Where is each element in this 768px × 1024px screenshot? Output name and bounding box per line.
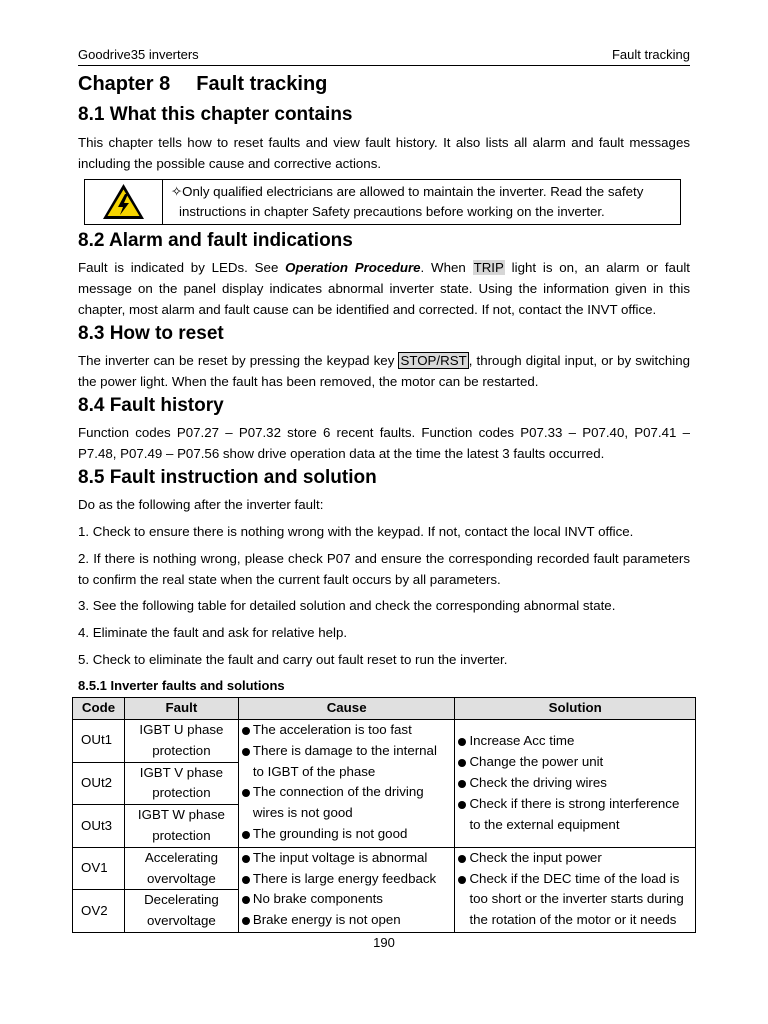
text-segment: light is on, an alarm or fault message on the panel display indicates abnormal inverter state. Using the information given in this chapter, most alarm and fault cause can be identified and corrected. If not, contact the INVT office. xyxy=(78,260,690,317)
section-heading-8-4: 8.4 Fault history xyxy=(78,395,224,416)
fault-name-line: overvoltage xyxy=(147,913,216,929)
section-intro-8-5: Do as the following after the inverter fault: xyxy=(78,497,324,512)
chapter-number: Chapter 8 xyxy=(78,73,171,95)
column-header-code: Code xyxy=(73,698,125,720)
section-body-8-4: Function codes P07.27 – P07.32 store 6 recent faults. Function codes P07.33 – P07.40, P07.41 – P7.48, P07.49 – P07.56 show drive operation data at the time the latest 3 faults occurred. xyxy=(78,425,690,461)
fault-table xyxy=(72,697,696,933)
chapter-title xyxy=(78,73,327,96)
cause-item: The grounding is not good xyxy=(241,824,453,845)
fault-name-line: protection xyxy=(152,827,211,843)
fault-name xyxy=(124,890,238,933)
table-row xyxy=(73,720,696,763)
header-rule xyxy=(78,65,690,66)
text-segment: . When xyxy=(420,260,473,275)
section-heading-8-3: 8.3 How to reset xyxy=(78,323,224,344)
cause-item: The connection of the driving xyxy=(241,782,453,803)
cause-item-continuation: wires is not good xyxy=(252,805,353,821)
fault-code: OV2 xyxy=(73,890,125,933)
cause-item-continuation: to IGBT of the phase xyxy=(252,763,376,779)
warning-line-1: ✧Only qualified electricians are allowed to maintain the inverter. Read the safety xyxy=(171,184,644,199)
solution-item: Change the power unit xyxy=(457,752,693,773)
safety-warning-box xyxy=(84,179,681,225)
fault-name-line: IGBT U phase xyxy=(139,722,224,737)
table-row xyxy=(73,847,696,890)
cause-item: There is damage to the internal xyxy=(241,741,453,762)
warning-icon-cell xyxy=(85,180,163,224)
cause-cell xyxy=(238,847,455,932)
text-segment: Fault is indicated by LEDs. See xyxy=(78,260,286,275)
step-item: 1. Check to ensure there is nothing wrong with the keypad. If not, contact the local INVT office. xyxy=(78,524,634,539)
warning-text xyxy=(171,182,676,222)
text-segment: , through digital input, or by switching the power light. When the fault has been removed, the motor can be restarted. xyxy=(78,353,690,389)
fault-name-line: protection xyxy=(152,742,211,758)
trip-key-label: TRIP xyxy=(473,260,504,275)
column-header-cause: Cause xyxy=(238,698,455,720)
section-heading-8-2: 8.2 Alarm and fault indications xyxy=(78,230,353,251)
fault-name-line: Accelerating xyxy=(144,849,218,865)
section-heading-8-1: 8.1 What this chapter contains xyxy=(78,104,353,125)
step-item: 2. If there is nothing wrong, please check P07 and ensure the corresponding recorded fault parameters to confirm the real state when the current fault occurs by all parameters. xyxy=(78,551,690,587)
step-item: 4. Eliminate the fault and ask for relative help. xyxy=(78,625,348,640)
fault-name xyxy=(124,762,238,805)
running-header-left: Goodrive35 inverters xyxy=(78,47,199,62)
column-header-fault: Fault xyxy=(124,698,238,720)
step-item: 3. See the following table for detailed solution and check the corresponding abnormal state. xyxy=(78,598,616,613)
cause-item: Brake energy is not open xyxy=(241,910,453,931)
fault-name-line: Decelerating xyxy=(144,892,219,908)
section-heading-8-5: 8.5 Fault instruction and solution xyxy=(78,467,377,488)
fault-name-line: IGBT W phase xyxy=(137,807,225,823)
fault-name xyxy=(124,805,238,848)
cause-item: There is large energy feedback xyxy=(241,869,453,890)
solution-item: Check the input power xyxy=(457,848,693,869)
text-segment: The inverter can be reset by pressing the keypad key xyxy=(78,353,399,368)
fault-name xyxy=(124,720,238,763)
fault-name xyxy=(124,847,238,890)
fault-code: OUt2 xyxy=(73,762,125,805)
solution-cell xyxy=(455,720,696,848)
subsection-heading-8-5-1: 8.5.1 Inverter faults and solutions xyxy=(78,678,285,693)
column-header-solution: Solution xyxy=(455,698,696,720)
fault-code: OUt3 xyxy=(73,805,125,848)
fault-name-line: protection xyxy=(152,785,211,801)
fault-code: OUt1 xyxy=(73,720,125,763)
solution-item: Check if the DEC time of the load is xyxy=(457,869,693,890)
solution-item-continuation: too short or the inverter starts during xyxy=(469,891,684,907)
section-body-8-2 xyxy=(78,257,690,320)
section-body-8-1: This chapter tells how to reset faults and view fault history. It also lists all alarm and fault messages including the possible cause and corrective actions. xyxy=(78,135,690,171)
stop-rst-key-label: STOP/RST xyxy=(400,353,467,368)
solution-cell xyxy=(455,847,696,932)
warning-line-2: instructions in chapter Safety precautions before working on the inverter. xyxy=(179,204,605,219)
fault-name-line: IGBT V phase xyxy=(139,764,224,780)
solution-item: Increase Acc time xyxy=(457,731,693,752)
page-number: 190 xyxy=(373,935,395,950)
cause-item: The acceleration is too fast xyxy=(241,720,453,741)
table-header-row xyxy=(73,698,696,720)
section-body-8-3 xyxy=(78,350,690,392)
fault-name-line: overvoltage xyxy=(147,870,216,886)
electrical-hazard-icon xyxy=(85,180,162,224)
solution-item-continuation: to the external equipment xyxy=(469,816,620,832)
step-item: 5. Check to eliminate the fault and carry out fault reset to run the inverter. xyxy=(78,652,508,667)
cause-item: No brake components xyxy=(241,889,453,910)
cause-cell xyxy=(238,720,455,848)
solution-item-continuation: the rotation of the motor or it needs xyxy=(469,912,677,928)
chapter-name: Fault tracking xyxy=(196,73,328,95)
fault-code: OV1 xyxy=(73,847,125,890)
solution-item: Check if there is strong interference xyxy=(457,794,693,815)
operation-procedure-reference: Operation Procedure xyxy=(285,260,421,275)
cause-item: The input voltage is abnormal xyxy=(241,848,453,869)
running-header-right: Fault tracking xyxy=(611,47,690,62)
solution-item: Check the driving wires xyxy=(457,773,693,794)
